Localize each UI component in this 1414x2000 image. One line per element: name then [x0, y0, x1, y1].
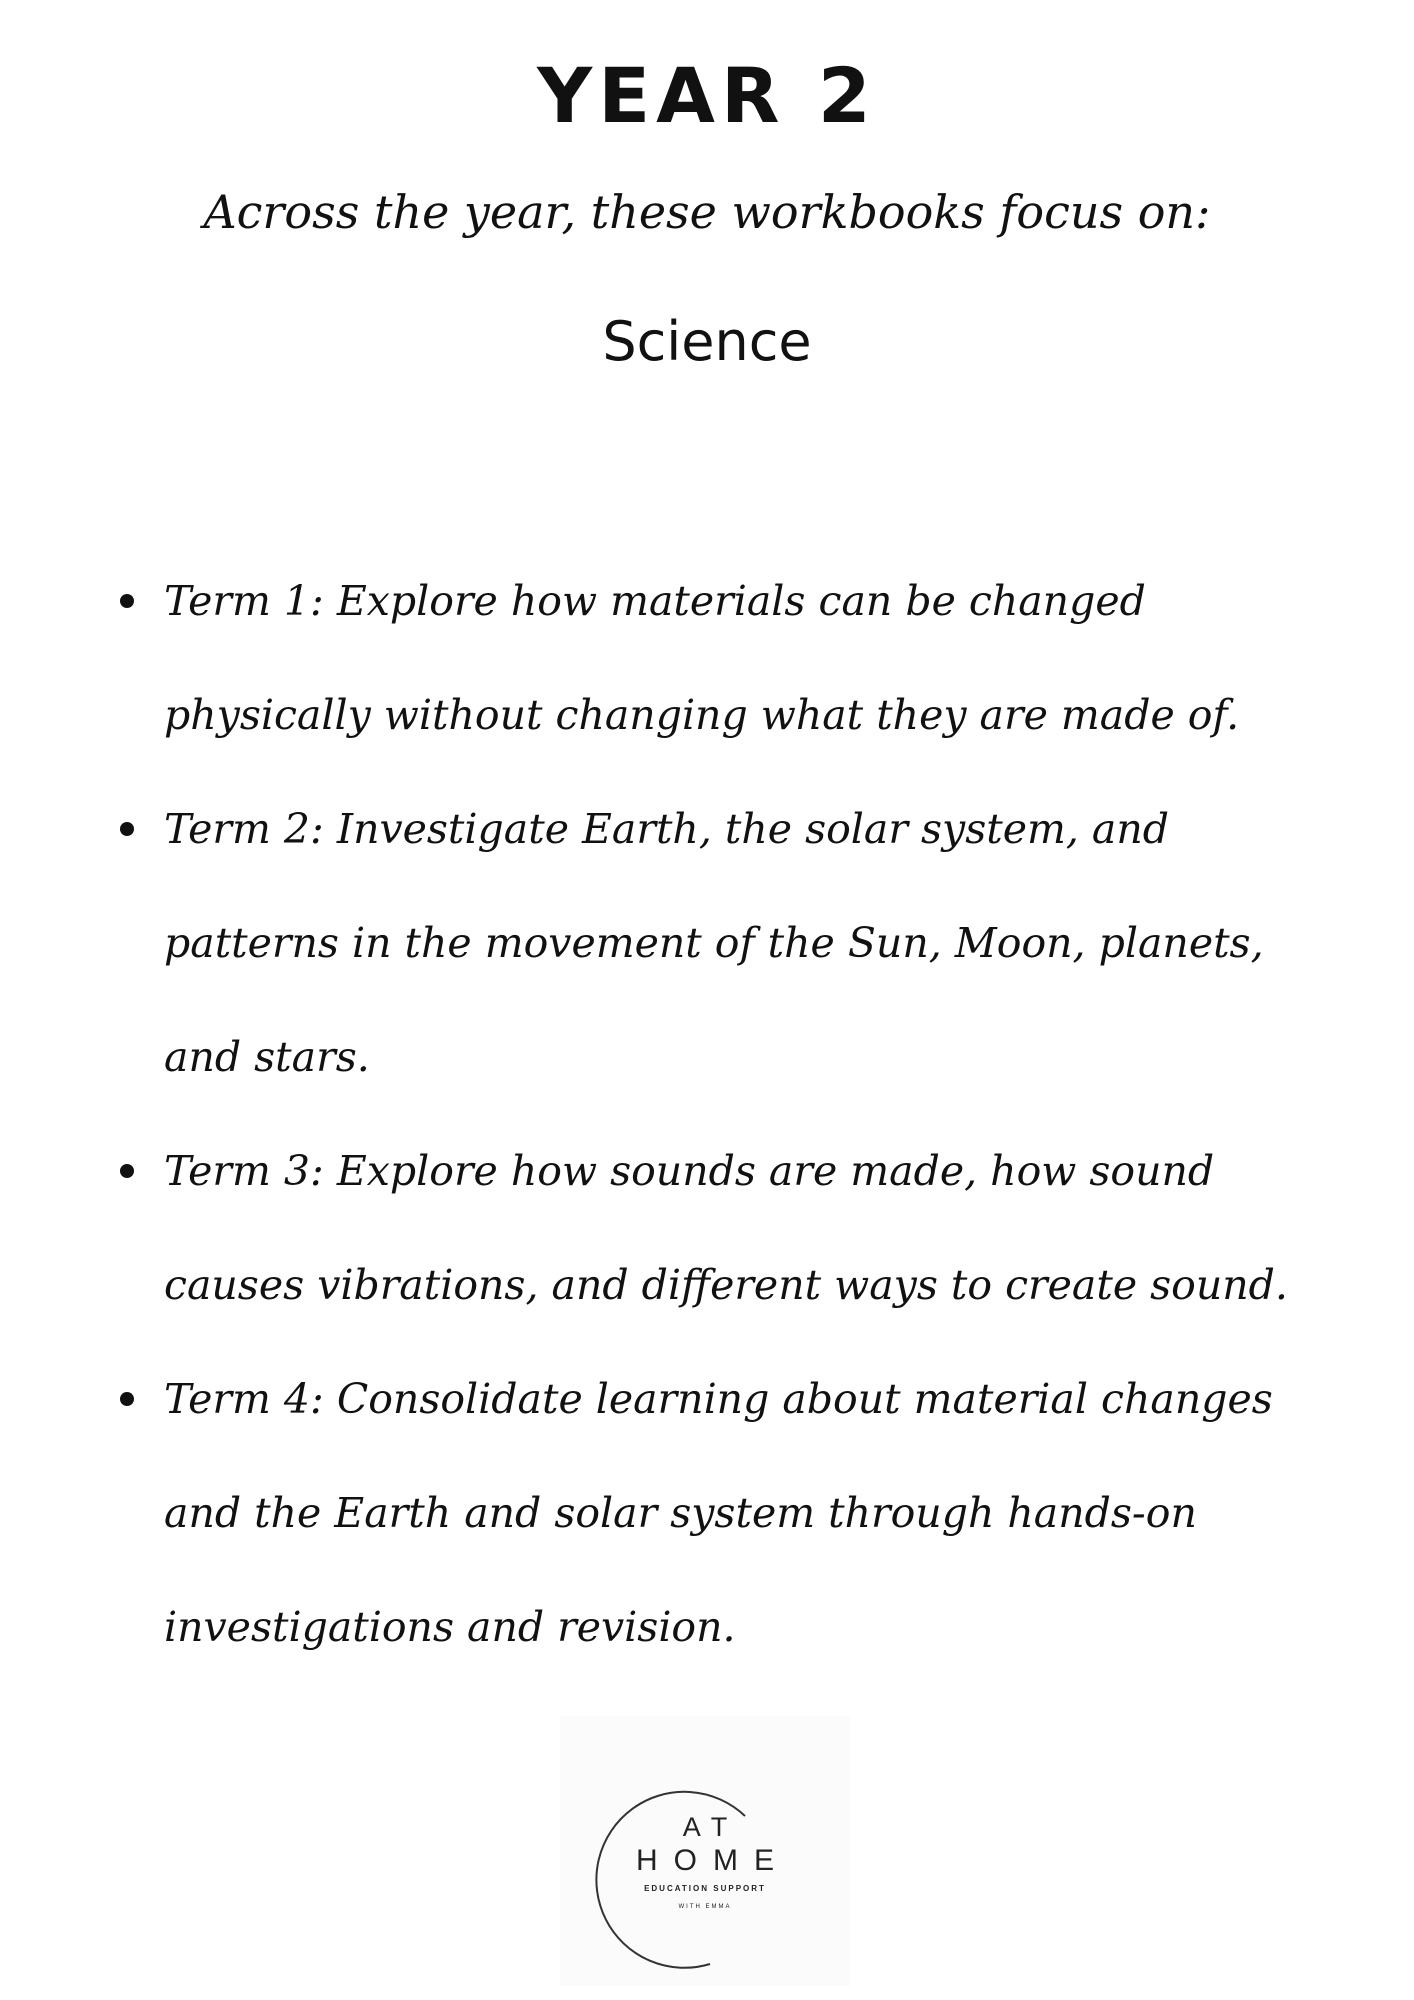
subject-heading: Science [602, 310, 812, 373]
page-title: YEAR 2 [537, 51, 877, 140]
bullet-icon [120, 594, 134, 608]
bullet-icon [120, 1392, 134, 1406]
term-item-3 [120, 1114, 1350, 1342]
term-text: Term 2: Investigate Earth, the solar system, and patterns in the movement of the Sun, Moon, planets, and stars. [164, 805, 1264, 1081]
logo-line-at: AT [682, 1812, 740, 1842]
brand-logo [560, 1716, 850, 1986]
term-text: Term 4: Consolidate learning about material changes and the Earth and solar system through hands-on investigations and revision. [164, 1375, 1273, 1651]
bullet-icon [120, 822, 134, 836]
logo-line-education-support: EDUCATION SUPPORT [644, 1884, 766, 1893]
term-list [120, 544, 1350, 1684]
term-text: Term 1: Explore how materials can be changed physically without changing what they are made of. [164, 577, 1240, 739]
term-text: Term 3: Explore how sounds are made, how sound causes vibrations, and different ways to create sound. [164, 1147, 1288, 1309]
page-subtitle: Across the year, these workbooks focus on: [203, 185, 1211, 239]
term-item-2 [120, 772, 1350, 1114]
term-item-4 [120, 1342, 1350, 1684]
bullet-icon [120, 1164, 134, 1178]
term-item-1 [120, 544, 1350, 772]
logo-line-with-emma: WITH EMMA [678, 1904, 732, 1910]
logo-line-home: HOME [636, 1844, 790, 1877]
